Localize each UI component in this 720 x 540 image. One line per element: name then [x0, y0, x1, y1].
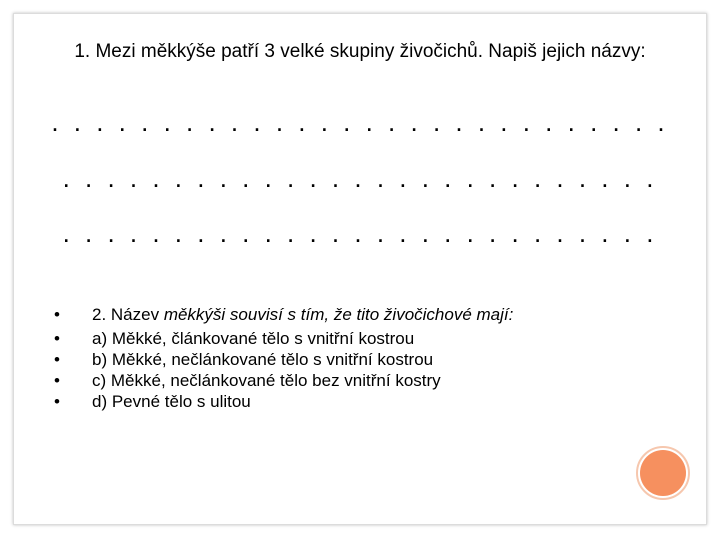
- question-list: [54, 306, 614, 412]
- bullet: •: [54, 392, 60, 411]
- bullet: •: [54, 305, 60, 324]
- question-prefix: 2. Název: [92, 305, 164, 324]
- slide-title: 1. Mezi měkkýše patří 3 velké skupiny živočichů. Napiš jejich názvy:: [74, 41, 646, 62]
- slide-frame: [13, 13, 707, 525]
- option-c: [54, 370, 614, 391]
- bullet: •: [54, 371, 60, 390]
- question-text: měkkýši souvisí s tím, že tito živočichové mají:: [163, 305, 514, 324]
- option-label: c) Měkké, nečlánkované tělo bez vnitřní kostry: [92, 371, 441, 390]
- option-a: [54, 328, 614, 349]
- option-d: [54, 391, 614, 412]
- question-2: [54, 306, 614, 323]
- bullet: •: [54, 350, 60, 369]
- bullet: •: [54, 329, 60, 348]
- option-label: b) Měkké, nečlánkované tělo s vnitřní kostrou: [92, 350, 434, 369]
- answer-blank-line-2: . . . . . . . . . . . . . . . . . . . . . . . . . . .: [62, 163, 658, 193]
- option-label: d) Pevné tělo s ulitou: [92, 392, 251, 411]
- decorative-circle: [640, 450, 686, 496]
- answer-blank-line-3: . . . . . . . . . . . . . . . . . . . . . . . . . . .: [62, 218, 658, 248]
- answer-blank-line-1: . . . . . . . . . . . . . . . . . . . . . . . . . . . .: [51, 107, 669, 137]
- option-label: a) Měkké, článkované tělo s vnitřní kostrou: [92, 329, 415, 348]
- option-b: [54, 349, 614, 370]
